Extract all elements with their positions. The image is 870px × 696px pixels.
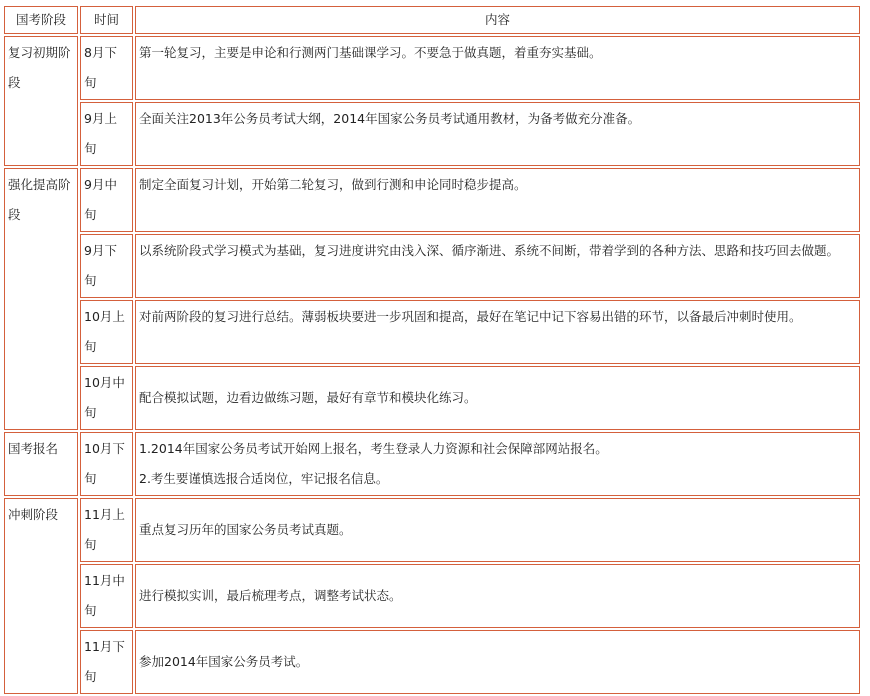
content-cell: 重点复习历年的国家公务员考试真题。: [135, 498, 860, 562]
table-row: [4, 366, 860, 430]
content-cell: 第一轮复习，主要是申论和行测两门基础课学习。不要急于做真题，着重夯实基础。: [135, 36, 860, 100]
content-cell: 配合模拟试题，边看边做练习题，最好有章节和模块化练习。: [135, 366, 860, 430]
time-cell: 8月下旬: [80, 36, 133, 100]
table-row: [4, 168, 860, 232]
content-cell: 以系统阶段式学习模式为基础，复习进度讲究由浅入深、循序渐进、系统不间断，带着学到的各种方法、思路和技巧回去做题。: [135, 234, 860, 298]
exam-schedule-table: [2, 4, 862, 696]
header-content: 内容: [135, 6, 860, 34]
table-row: [4, 630, 860, 694]
table-row: [4, 36, 860, 100]
table-row: [4, 498, 860, 562]
content-line: 2.考生要谨慎选报合适岗位，牢记报名信息。: [139, 471, 389, 486]
content-cell: 全面关注2013年公务员考试大纲，2014年国家公务员考试通用教材，为备考做充分准备。: [135, 102, 860, 166]
stage-cell: 冲刺阶段: [4, 498, 78, 694]
stage-cell: 强化提高阶段: [4, 168, 78, 430]
time-cell: 10月中旬: [80, 366, 133, 430]
table-row: [4, 234, 860, 298]
time-cell: 10月上旬: [80, 300, 133, 364]
table-row: [4, 102, 860, 166]
time-cell: 11月下旬: [80, 630, 133, 694]
content-cell: 制定全面复习计划，开始第二轮复习，做到行测和申论同时稳步提高。: [135, 168, 860, 232]
time-cell: 11月上旬: [80, 498, 133, 562]
content-cell: 进行模拟实训，最后梳理考点，调整考试状态。: [135, 564, 860, 628]
time-cell: 10月下旬: [80, 432, 133, 496]
header-stage: 国考阶段: [4, 6, 78, 34]
content-cell: 参加2014年国家公务员考试。: [135, 630, 860, 694]
time-cell: 9月中旬: [80, 168, 133, 232]
table-row: [4, 300, 860, 364]
header-time: 时间: [80, 6, 133, 34]
content-cell: 对前两阶段的复习进行总结。薄弱板块要进一步巩固和提高，最好在笔记中记下容易出错的环节，以备最后冲刺时使用。: [135, 300, 860, 364]
content-cell: [135, 432, 860, 496]
time-cell: 9月上旬: [80, 102, 133, 166]
content-line: 1.2014年国家公务员考试开始网上报名，考生登录人力资源和社会保障部网站报名。: [139, 441, 608, 456]
header-row: [4, 6, 860, 34]
table-row: [4, 432, 860, 496]
table-row: [4, 564, 860, 628]
stage-cell: 复习初期阶段: [4, 36, 78, 166]
time-cell: 11月中旬: [80, 564, 133, 628]
time-cell: 9月下旬: [80, 234, 133, 298]
stage-cell: 国考报名: [4, 432, 78, 496]
